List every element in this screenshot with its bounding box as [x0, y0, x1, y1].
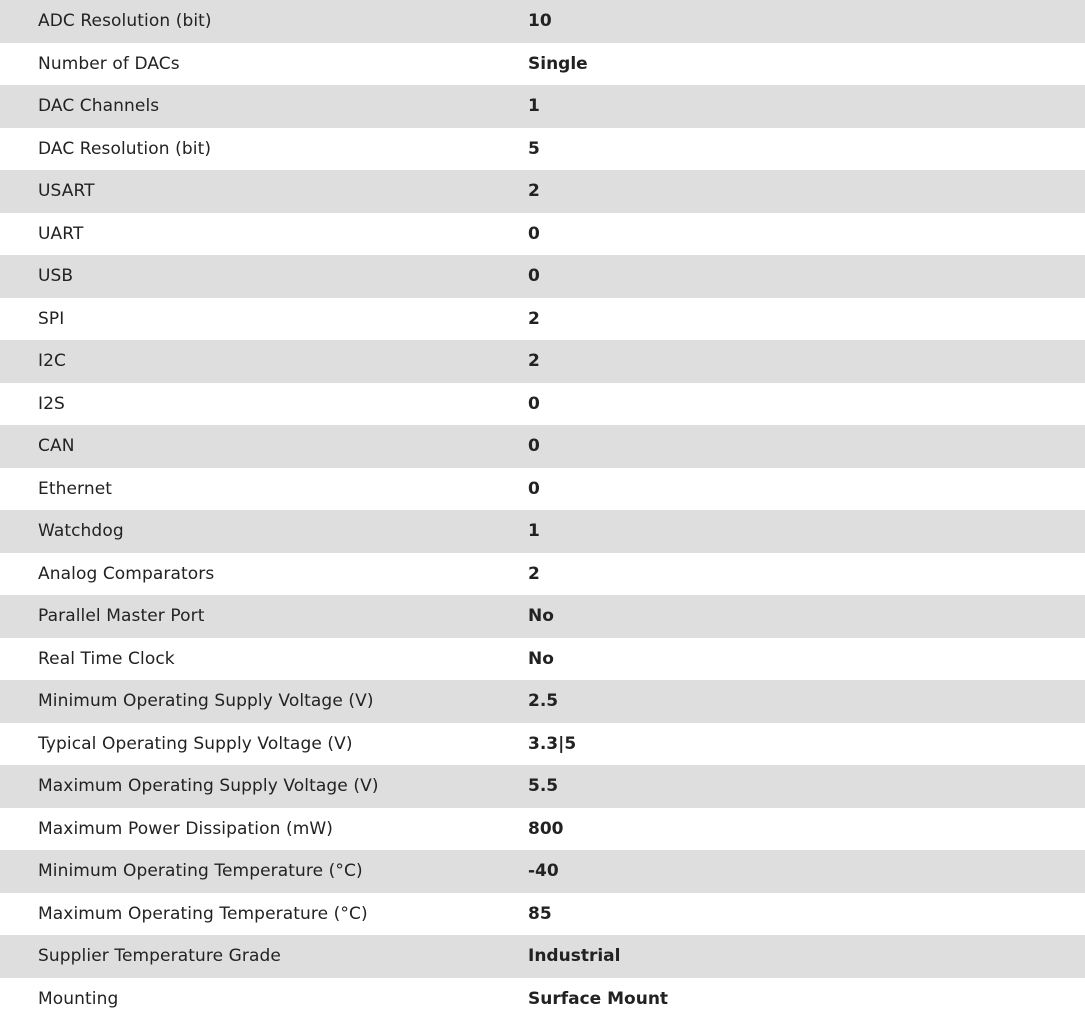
- table-row: [0, 935, 1085, 978]
- spec-label: Parallel Master Port: [0, 595, 528, 638]
- table-row: [0, 85, 1085, 128]
- spec-label: USB: [0, 255, 528, 298]
- spec-value: 2.5: [528, 680, 1085, 723]
- spec-value: 3.3|5: [528, 723, 1085, 766]
- spec-label: I2S: [0, 383, 528, 426]
- spec-value: 1: [528, 85, 1085, 128]
- spec-value: Industrial: [528, 935, 1085, 978]
- spec-label: Maximum Operating Temperature (°C): [0, 893, 528, 936]
- table-row: [0, 765, 1085, 808]
- table-row: [0, 255, 1085, 298]
- spec-value: 2: [528, 298, 1085, 341]
- spec-label: Number of DACs: [0, 43, 528, 86]
- spec-label: Minimum Operating Temperature (°C): [0, 850, 528, 893]
- table-row: [0, 213, 1085, 256]
- spec-value: 2: [528, 340, 1085, 383]
- spec-label: Analog Comparators: [0, 553, 528, 596]
- spec-label: Maximum Power Dissipation (mW): [0, 808, 528, 851]
- table-row: [0, 468, 1085, 511]
- spec-value: No: [528, 638, 1085, 681]
- table-row: [0, 850, 1085, 893]
- table-row: [0, 553, 1085, 596]
- spec-value: 0: [528, 468, 1085, 511]
- table-row: [0, 43, 1085, 86]
- table-row: [0, 680, 1085, 723]
- spec-label: Maximum Operating Supply Voltage (V): [0, 765, 528, 808]
- spec-value: -40: [528, 850, 1085, 893]
- spec-value: 0: [528, 383, 1085, 426]
- spec-value: 0: [528, 425, 1085, 468]
- spec-value: No: [528, 595, 1085, 638]
- table-row: [0, 340, 1085, 383]
- spec-value: 5.5: [528, 765, 1085, 808]
- spec-value: 0: [528, 213, 1085, 256]
- spec-label: Ethernet: [0, 468, 528, 511]
- spec-label: ADC Resolution (bit): [0, 0, 528, 43]
- table-row: [0, 595, 1085, 638]
- spec-value: 2: [528, 553, 1085, 596]
- table-row: [0, 383, 1085, 426]
- spec-value: Surface Mount: [528, 978, 1085, 1020]
- spec-value: 10: [528, 0, 1085, 43]
- table-row: [0, 723, 1085, 766]
- table-row: [0, 298, 1085, 341]
- spec-label: UART: [0, 213, 528, 256]
- spec-label: Real Time Clock: [0, 638, 528, 681]
- table-row: [0, 170, 1085, 213]
- spec-value: 800: [528, 808, 1085, 851]
- table-row: [0, 510, 1085, 553]
- table-row: [0, 893, 1085, 936]
- table-row: [0, 128, 1085, 171]
- spec-label: Supplier Temperature Grade: [0, 935, 528, 978]
- table-row: [0, 978, 1085, 1020]
- table-row: [0, 425, 1085, 468]
- spec-label: DAC Resolution (bit): [0, 128, 528, 171]
- spec-value: 2: [528, 170, 1085, 213]
- spec-label: DAC Channels: [0, 85, 528, 128]
- spec-value: 1: [528, 510, 1085, 553]
- spec-label: Mounting: [0, 978, 528, 1020]
- table-row: [0, 808, 1085, 851]
- spec-value: 0: [528, 255, 1085, 298]
- spec-value: 85: [528, 893, 1085, 936]
- spec-label: Watchdog: [0, 510, 528, 553]
- table-row: [0, 638, 1085, 681]
- spec-label: USART: [0, 170, 528, 213]
- spec-label: I2C: [0, 340, 528, 383]
- spec-label: SPI: [0, 298, 528, 341]
- spec-value: Single: [528, 43, 1085, 86]
- spec-label: Typical Operating Supply Voltage (V): [0, 723, 528, 766]
- spec-label: Minimum Operating Supply Voltage (V): [0, 680, 528, 723]
- spec-value: 5: [528, 128, 1085, 171]
- table-row: [0, 0, 1085, 43]
- spec-label: CAN: [0, 425, 528, 468]
